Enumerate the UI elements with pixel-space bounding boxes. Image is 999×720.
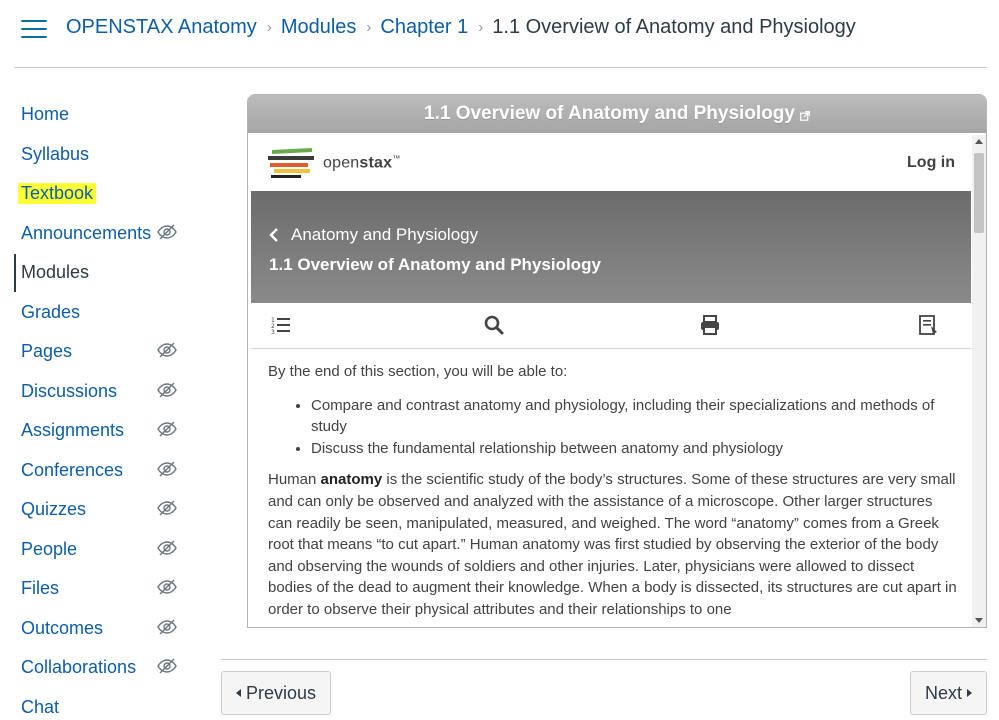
sidebar-item-quizzes[interactable]	[0, 491, 200, 527]
breadcrumb	[66, 16, 856, 39]
sidebar-item-label[interactable]: Home	[21, 103, 70, 124]
svg-text:2: 2	[271, 323, 275, 330]
sidebar-item-discussions[interactable]	[0, 373, 200, 409]
book-content	[268, 361, 958, 621]
global-header	[0, 0, 999, 68]
sidebar-item-label[interactable]: Chat	[21, 696, 60, 717]
learning-objectives-list	[268, 395, 958, 460]
hidden-eye-icon	[157, 579, 177, 595]
sidebar-item-label[interactable]: Conferences	[21, 459, 124, 480]
body-paragraph	[268, 469, 958, 620]
hidden-eye-icon	[157, 342, 177, 358]
sidebar-item-textbook[interactable]	[0, 175, 200, 211]
sidebar-item-announcements[interactable]	[0, 215, 200, 251]
sidebar-item-conferences[interactable]	[0, 452, 200, 488]
openstax-logo[interactable]	[268, 147, 318, 179]
print-icon[interactable]	[699, 314, 721, 336]
sidebar-item-label[interactable]: Textbook	[18, 183, 96, 204]
scroll-up-icon[interactable]	[975, 139, 983, 144]
scroll-down-icon[interactable]	[975, 618, 983, 623]
paragraph-lead: Human	[268, 471, 321, 489]
header-divider	[14, 67, 987, 68]
footer-divider	[221, 659, 987, 660]
key-term-anatomy: anatomy	[320, 471, 383, 489]
breadcrumb-chapter[interactable]: Chapter 1	[380, 16, 469, 38]
caret-left-icon	[236, 689, 241, 697]
list-item: • Compare and contrast anatomy and physiology, including their specializations and methods of study	[311, 395, 958, 438]
sidebar-item-pages[interactable]	[0, 333, 200, 369]
sidebar-item-assignments[interactable]	[0, 412, 200, 448]
next-button[interactable]	[910, 671, 987, 715]
svg-text:1: 1	[271, 317, 275, 324]
logo-trademark: ™	[392, 154, 401, 163]
breadcrumb-modules[interactable]: Modules	[280, 16, 357, 38]
sidebar-item-outcomes[interactable]	[0, 610, 200, 646]
hidden-eye-icon	[157, 540, 177, 556]
sidebar-item-syllabus[interactable]	[0, 136, 200, 172]
logo-text-bold: stax	[359, 154, 393, 172]
book-toolbar	[251, 303, 971, 349]
hidden-eye-icon	[157, 658, 177, 674]
login-link[interactable]: Log in	[907, 154, 955, 171]
hidden-eye-icon	[157, 500, 177, 516]
previous-label: Previous	[246, 682, 317, 703]
breadcrumb-separator: ›	[266, 19, 272, 36]
hidden-eye-icon	[157, 421, 177, 437]
sidebar-item-grades[interactable]	[0, 294, 200, 330]
breadcrumb-course[interactable]: OPENSTAX Anatomy	[66, 16, 257, 38]
scroll-thumb[interactable]	[974, 153, 984, 233]
external-tool-frame	[247, 94, 987, 628]
hidden-eye-icon	[157, 224, 177, 240]
sidebar-item-chat[interactable]	[0, 689, 200, 720]
sidebar-item-collaborations[interactable]	[0, 649, 200, 685]
sidebar-item-label[interactable]: Announcements	[21, 222, 152, 243]
openstax-topbar	[251, 135, 971, 191]
sidebar-item-label[interactable]: Modules	[21, 261, 90, 282]
sidebar-item-files[interactable]	[0, 570, 200, 606]
sidebar-item-label[interactable]: Outcomes	[21, 617, 104, 638]
openstax-book-viewer	[251, 135, 971, 627]
breadcrumb-separator: ›	[478, 19, 484, 36]
breadcrumb-current-page: 1.1 Overview of Anatomy and Physiology	[492, 16, 856, 38]
sidebar-item-label[interactable]: Files	[21, 577, 60, 598]
hidden-eye-icon	[157, 619, 177, 635]
logo-text-light: open	[323, 154, 360, 172]
hidden-eye-icon	[157, 382, 177, 398]
search-icon[interactable]	[483, 314, 505, 336]
frame-scrollbar[interactable]	[972, 135, 986, 627]
table-of-contents-icon[interactable]	[271, 314, 293, 336]
back-to-book-link[interactable]	[269, 225, 478, 245]
learning-objectives-intro: By the end of this section, you will be able to:	[268, 363, 568, 380]
sidebar-item-label[interactable]: Assignments	[21, 419, 125, 440]
frame-title-bar[interactable]	[248, 95, 986, 133]
caret-right-icon	[967, 689, 972, 697]
previous-button[interactable]	[221, 671, 331, 715]
section-title: 1.1 Overview of Anatomy and Physiology	[269, 255, 601, 274]
study-guide-icon[interactable]	[917, 314, 939, 336]
list-item: • Discuss the fundamental relationship between anatomy and physiology	[311, 438, 958, 460]
hidden-eye-icon	[157, 461, 177, 477]
sidebar-item-people[interactable]	[0, 531, 200, 567]
svg-text:3: 3	[271, 329, 275, 336]
sidebar-item-label[interactable]: Discussions	[21, 380, 118, 401]
sidebar-item-label[interactable]: Pages	[21, 340, 73, 361]
sidebar-item-home[interactable]	[0, 96, 200, 132]
openstax-wordmark	[323, 154, 400, 172]
sidebar-item-label[interactable]: Quizzes	[21, 498, 87, 519]
paragraph-text: is the scientific study of the body’s structures. Some of these structures are very small and can only be observed and analyzed with the assistance of a microscope. Other larger structures can readily be seen, manipulated, measured, and weighed. The word “anatomy” comes from a Greek root that means “to cut apart.” Human anatomy was first studied by observing the exterior of the body and observing the wounds of soldiers and other injuries. Later, physicians were allowed to dissect bodies of the dead to augment their knowledge. When a body is dissected, its structures are cut apart in order to observe their physical attributes and their relationships to one	[268, 471, 957, 618]
sidebar-item-label[interactable]: Syllabus	[21, 143, 90, 164]
frame-title[interactable]: 1.1 Overview of Anatomy and Physiology	[424, 103, 795, 124]
sidebar-item-label[interactable]: People	[21, 538, 78, 559]
sidebar-item-label[interactable]: Grades	[21, 301, 81, 322]
sidebar-item-label[interactable]: Collaborations	[21, 656, 137, 677]
external-link-icon	[800, 111, 810, 121]
book-banner	[251, 191, 971, 303]
hamburger-menu-icon[interactable]	[21, 19, 47, 39]
book-title[interactable]: Anatomy and Physiology	[291, 225, 479, 244]
breadcrumb-separator: ›	[366, 19, 372, 36]
sidebar-item-modules[interactable]	[0, 254, 200, 290]
chevron-left-icon	[269, 228, 279, 242]
next-label: Next	[924, 682, 962, 703]
